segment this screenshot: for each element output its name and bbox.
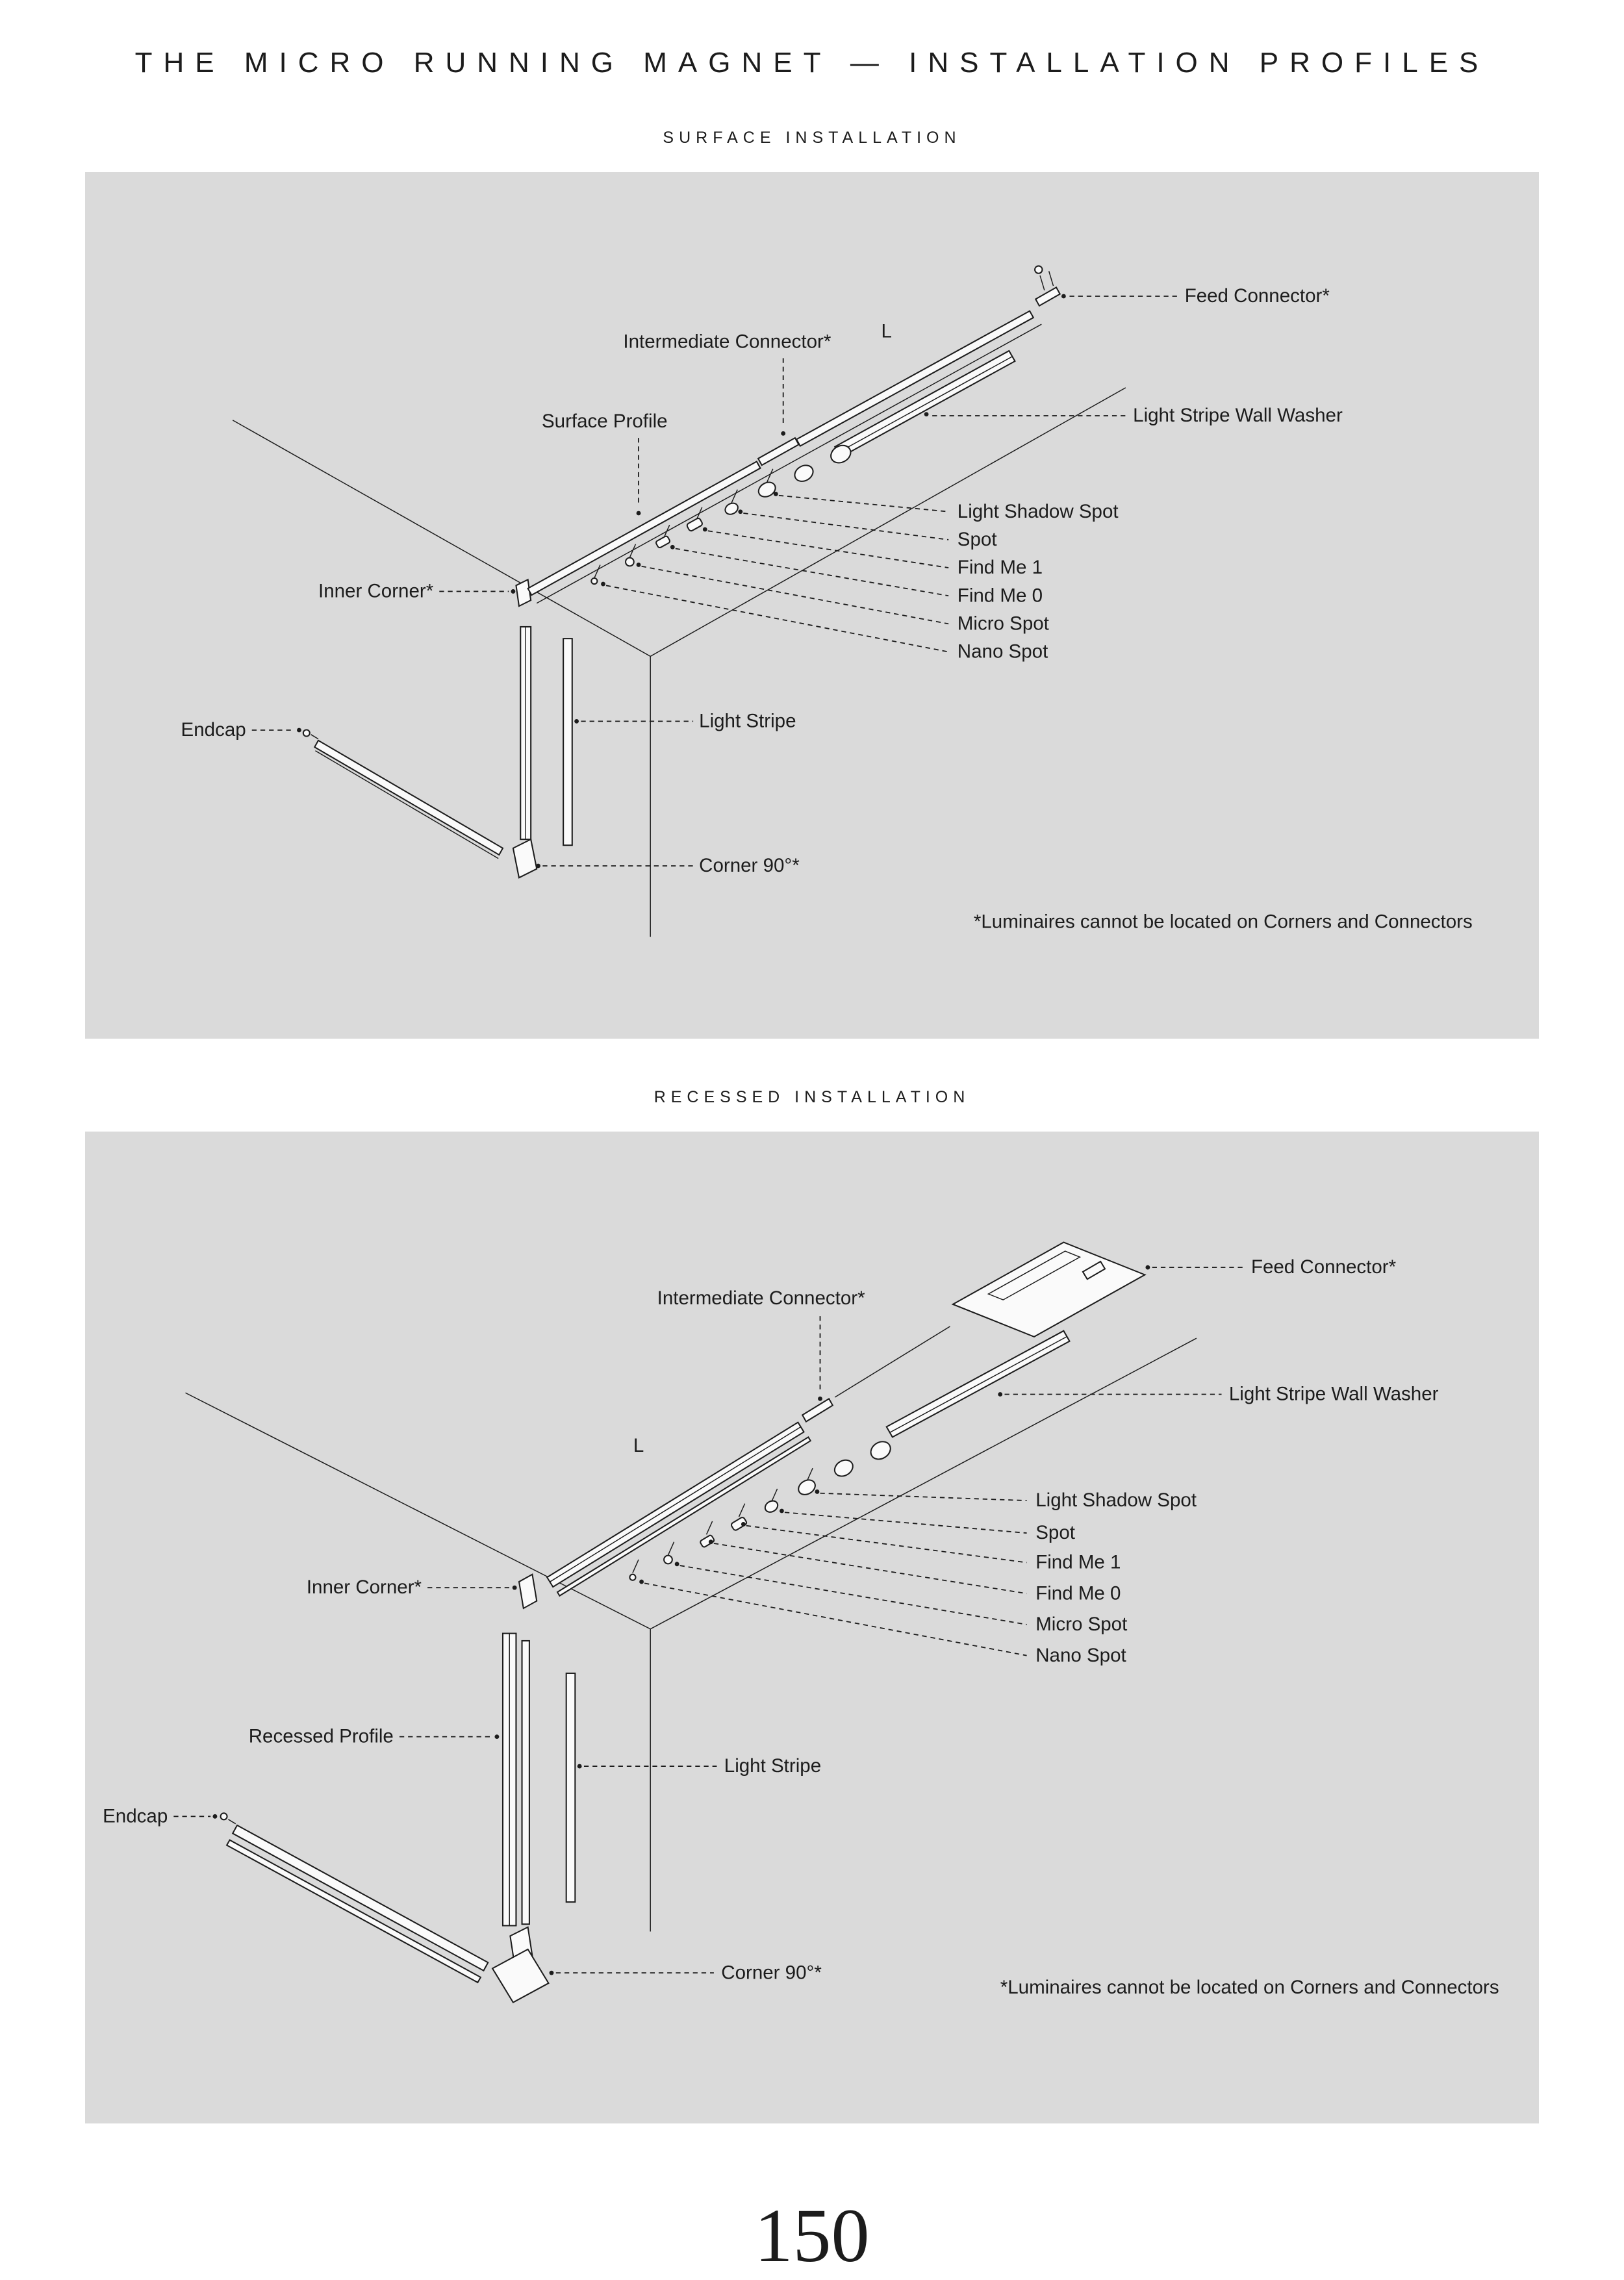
leader-endcap [173,1814,217,1819]
label-light-shadow-spot: Light Shadow Spot [1035,1489,1197,1512]
micro-spot-glyph [664,1556,672,1564]
vertical-profiles [513,579,572,878]
endcap-glyph [221,1813,227,1819]
light-stripe-glyph [563,639,572,845]
leader-endcap [252,728,301,733]
page-title: THE MICRO RUNNING MAGNET — INSTALLATION PROFILES [134,47,1490,79]
wall-washer-glyph [887,1331,1070,1438]
leader-spot [780,1509,1027,1533]
page-number: 150 [754,2193,870,2278]
label-find-me-0: Find Me 0 [957,585,1043,607]
leader-feed-connector [1145,1265,1245,1270]
micro-spot-glyph [626,558,634,566]
leader-find-me-1 [703,527,948,568]
surface-diagram-svg [85,172,1539,1039]
endcap-glyph [303,730,310,737]
label-light-stripe: Light Stripe [724,1755,822,1777]
leader-inner-corner [439,589,515,594]
label-spot: Spot [957,528,997,550]
surface-note: *Luminaires cannot be located on Corners and Connectors [973,911,1473,933]
label-light-shadow-spot: Light Shadow Spot [957,500,1119,522]
leader-nano-spot [639,1580,1026,1656]
feed-connector-glyph [1035,266,1060,305]
leader-inner-corner [427,1586,516,1590]
recessed-installation-heading: RECESSED INSTALLATION [653,1088,971,1106]
find-me-0-glyph [655,535,670,548]
label-intermediate-connector: Intermediate Connector* [657,1287,865,1309]
nano-spot-glyph [629,1575,635,1580]
leader-wall-washer [924,412,1127,416]
feed-track-line [835,1326,950,1397]
leader-recessed-profile [400,1734,499,1739]
leader-nano-spot [601,582,948,652]
feed-plate [953,1242,1145,1336]
surface-installation-heading: SURFACE INSTALLATION [663,129,961,147]
intermediate-connector-glyph [802,1399,833,1421]
intermediate-connector-glyph [758,438,798,465]
label-corner-90: Corner 90°* [699,855,800,877]
leader-micro-spot [637,563,949,624]
label-light-stripe-wall-washer: Light Stripe Wall Washer [1228,1383,1439,1405]
light-shadow-spot-glyph [756,479,778,500]
label-feed-connector: Feed Connector* [1184,285,1330,307]
label-intermediate-connector: Intermediate Connector* [623,331,831,353]
leader-intermediate-connector [818,1316,822,1401]
label-light-stripe: Light Stripe [699,710,796,732]
nano-spot-glyph [591,578,597,584]
leader-intermediate-connector [781,358,785,435]
leader-feed-connector [1061,294,1177,299]
spot-glyph [763,1499,780,1514]
surface-installation-diagram [85,172,1539,1039]
light-shadow-spot-glyph [796,1477,818,1498]
leader-light-shadow-spot [774,492,948,512]
recessed-diagram-svg [85,1132,1539,2123]
label-endcap: Endcap [181,719,246,741]
label-length: L [633,1435,644,1457]
vertical-profiles [503,1575,575,1926]
corner-90-glyph [492,1927,548,2003]
label-feed-connector: Feed Connector* [1250,1256,1397,1278]
left-wall-profile [303,730,503,859]
label-light-stripe-wall-washer: Light Stripe Wall Washer [1133,405,1343,427]
label-surface-profile: Surface Profile [541,411,668,433]
inner-corner-glyph [516,579,531,606]
corner-90-glyph [513,839,537,878]
leader-micro-spot [675,1562,1027,1625]
label-micro-spot: Micro Spot [1035,1614,1128,1636]
label-nano-spot: Nano Spot [1035,1644,1126,1666]
label-nano-spot: Nano Spot [957,640,1048,663]
recessed-installation-diagram [85,1132,1539,2123]
recessed-profile-rail [547,1399,833,1595]
leader-spot [738,509,948,540]
label-length: L [881,320,892,342]
label-find-me-1: Find Me 1 [1035,1551,1121,1573]
leader-light-stripe [577,1764,717,1769]
left-wall-profile [221,1813,488,1982]
label-inner-corner: Inner Corner* [306,1577,422,1599]
leader-surface-profile [637,438,641,515]
label-find-me-1: Find Me 1 [957,557,1043,579]
label-corner-90: Corner 90°* [721,1962,822,1984]
label-micro-spot: Micro Spot [957,613,1049,635]
label-find-me-0: Find Me 0 [1035,1582,1121,1604]
leader-corner-90 [550,1971,714,1975]
label-recessed-profile: Recessed Profile [248,1725,394,1747]
leader-light-stripe [574,719,693,724]
luminaire-cluster [591,442,854,584]
recessed-note: *Luminaires cannot be located on Corners and Connectors [1000,1976,1499,1998]
leader-corner-90 [536,864,693,868]
leader-find-me-0 [670,545,948,596]
label-endcap: Endcap [103,1805,168,1827]
leader-find-me-0 [709,1539,1027,1593]
leader-wall-washer [998,1392,1221,1397]
label-spot: Spot [1035,1522,1075,1544]
label-inner-corner: Inner Corner* [318,580,434,602]
inner-corner-glyph [519,1575,537,1608]
leader-find-me-1 [741,1522,1027,1562]
spot-glyph [723,501,740,516]
light-stripe-glyph [566,1673,576,1902]
leader-light-shadow-spot [815,1489,1027,1501]
